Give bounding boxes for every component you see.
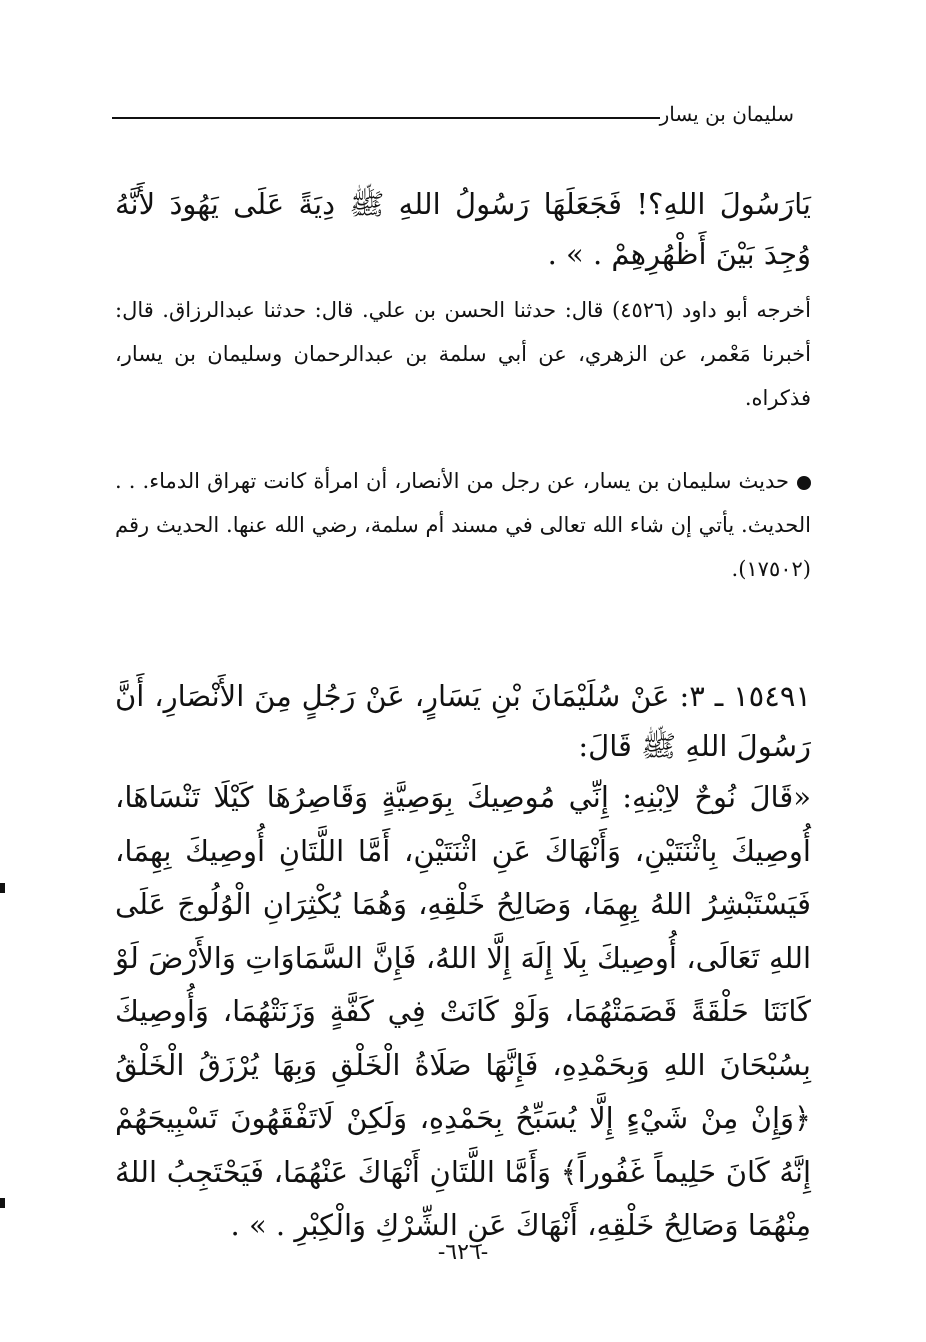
cross-reference-text: حديث سليمان بن يسار، عن رجل من الأنصار، أن امرأة كانت تهراق الدماء. . . الحديث. يأتي إن شاء الله تعالى في مسند أم سلمة، رضي الله عنها. الحديث رقم (١٧٥٠٢). (115, 469, 811, 581)
hadith-continuation: يَارَسُولَ اللهِ؟! فَجَعَلَهَا رَسُولُ اللهِ ﷺ دِيَةً عَلَى يَهُودَ لأَنَّهُ وُجِدَ بَيْنَ أَظْهُرِهِمْ . » . (115, 187, 811, 271)
running-header-title: سليمان بن يسار (659, 102, 794, 126)
takhrij-paragraph: أخرجه أبو داود (٤٥٢٦) قال: حدثنا الحسن بن علي. قال: حدثنا عبدالرزاق. قال: أخبرنا مَعْمر، عن الزهري، عن أبي سلمة بن عبدالرحمان وسليمان بن يسار، فذكراه. (115, 298, 811, 410)
page-number: -٦٢٦- (437, 1240, 489, 1265)
header-rule (112, 117, 660, 119)
scan-mark (0, 883, 5, 893)
cross-reference-note (115, 459, 811, 591)
bullet-icon (797, 476, 811, 490)
hadith-heading: ١٥٤٩١ ـ ٣: عَنْ سُلَيْمَانَ بْنِ يَسَارٍ، عَنْ رَجُلٍ مِنَ الأَنْصَارِ، أَنَّ رَسُولَ اللهِ ﷺ قَالَ: (115, 679, 811, 763)
hadith-body: «قَالَ نُوحٌ لاِبْنِهِ: إِنِّي مُوصِيكَ بِوَصِيَّةٍ وَقَاصِرُهَا كَيْلَا تَنْسَاهَا، أُوصِيكَ بِاثْنَتَيْنِ، وَأَنْهَاكَ عَنِ اثْنَتَيْنِ، أَمَّا اللَّتَانِ أُوصِيكَ بِهِمَا، فَيَسْتَبْشِرُ اللهُ بِهِمَا، وَصَالِحُ خَلْقِهِ، وَهُمَا يُكْثِرَانِ الْوُلُوجَ عَلَى اللهِ تَعَالَى، أُوصِيكَ بِلَا إِلَهَ إِلَّا اللهُ، فَإِنَّ السَّمَاوَاتِ وَالأَرْضَ لَوْ كَانَتَا حَلْقَةً قَصَمَتْهُمَا، وَلَوْ كَانَتْ فِي كَفَّةٍ وَزَنَتْهُمَا، وَأُوصِيكَ بِسُبْحَانَ اللهِ وَبِحَمْدِهِ، فَإِنَّهَا صَلَاةُ الْخَلْقِ وَبِهَا يُرْزَقُ الْخَلْقُ ﴿وَإِنْ مِنْ شَيْءٍ إِلَّا يُسَبِّحُ بِحَمْدِهِ، وَلَكِنْ لَاتَفْقَهُونَ تَسْبِيحَهُمْ إِنَّهُ كَانَ حَلِيماً غَفُوراً﴾ وَأَمَّا اللَّتَانِ أَنْهَاكَ عَنْهُمَا، فَيَحْتَجِبُ اللهُ مِنْهُمَا وَصَالِحُ خَلْقِهِ، أَنْهَاكَ عَنِ الشِّرْكِ وَالْكِبْرِ . » . (115, 780, 811, 1242)
scan-mark (0, 1198, 5, 1208)
